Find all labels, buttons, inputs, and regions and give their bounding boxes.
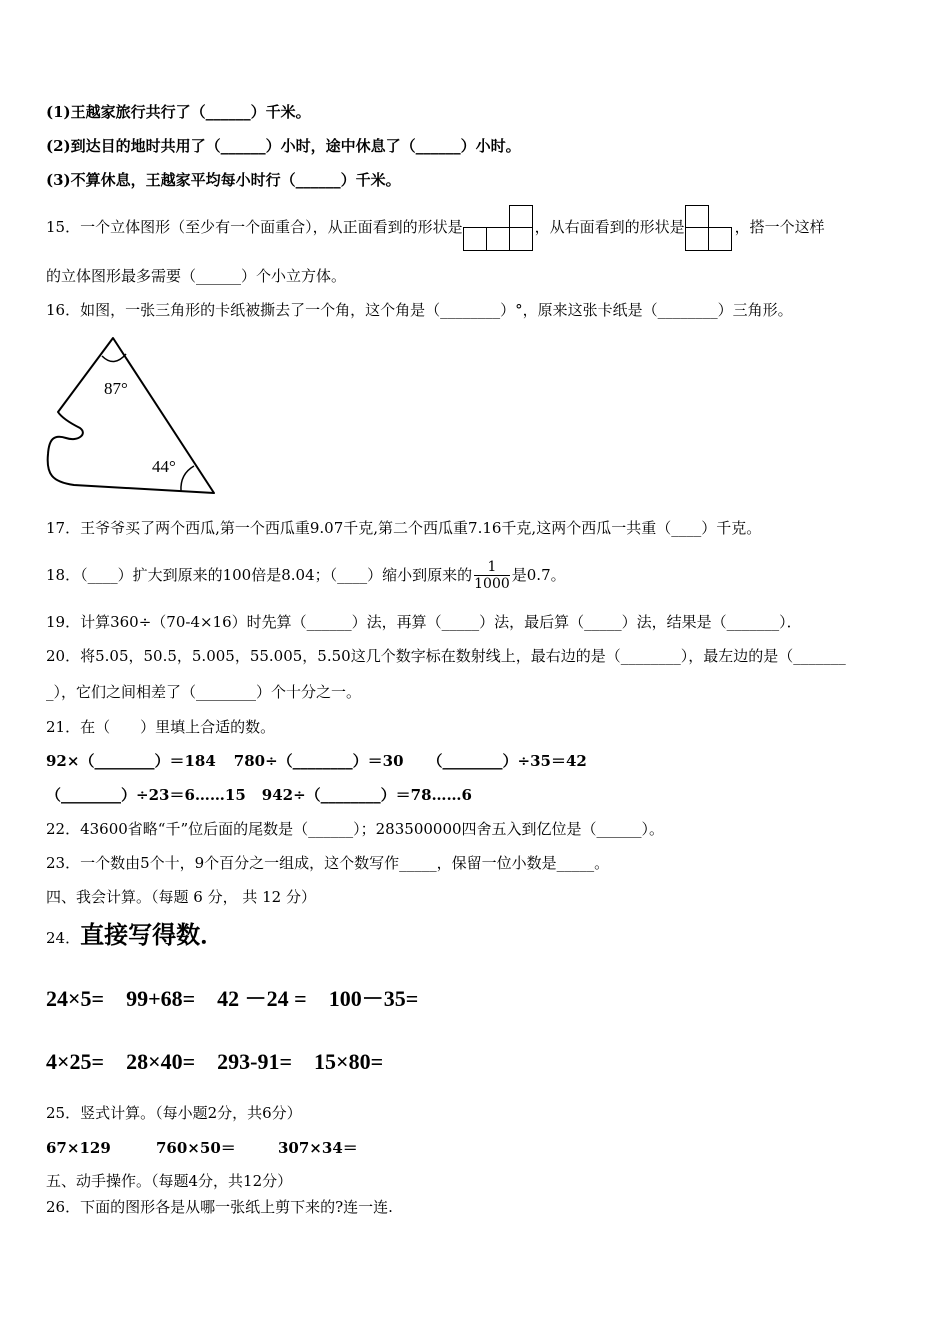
- question-18-text: [46, 555, 566, 595]
- sub-question-3: (3)不算休息，王越家平均每小时行（______）千米。: [46, 171, 401, 189]
- sub-question-1: (1)王越家旅行共行了（______）千米。: [46, 103, 311, 121]
- q25-item-2: 760×50＝: [156, 1139, 236, 1157]
- section-4-heading: 四、我会计算。（每题 6 分， 共 12 分）: [46, 888, 316, 906]
- angle-44-label: 44°: [152, 457, 176, 476]
- q24-item-8: 15×80=: [314, 1049, 384, 1074]
- question-17-text: 17．王爷爷买了两个西瓜,第一个西瓜重9.07千克,第二个西瓜重7.16千克,这两个西瓜一共重（____）千克。: [46, 519, 762, 537]
- question-15-line-1: [46, 204, 825, 251]
- question-26-text: 26．下面的图形各是从哪一张纸上剪下来的?连一连.: [46, 1198, 393, 1216]
- q24-item-7: 293-91=: [217, 1049, 293, 1074]
- q15-text-part2: ，从右面看到的形状是: [534, 218, 685, 236]
- q24-item-1: 24×5=: [46, 986, 105, 1011]
- question-15-line-2: 的立体图形最多需要（______）个小立方体。: [46, 267, 347, 285]
- q24-heading: 直接写得数．: [80, 920, 225, 949]
- q25-item-1: 67×129: [46, 1139, 111, 1157]
- question-25-title: 25．竖式计算。（每小题2分，共6分）: [46, 1104, 302, 1122]
- q15-text-part3: ，搭一个这样: [734, 218, 825, 236]
- question-25-items: [46, 1138, 358, 1158]
- right-view-figure: [685, 205, 735, 251]
- question-19-text: 19．计算360÷（70-4×16）时先算（______）法，再算（_____）法，最后算（_____）法，结果是（_______）．: [46, 613, 802, 631]
- question-21-row-2: [46, 785, 472, 805]
- q24-item-3: 42 －24 =: [217, 986, 307, 1011]
- q21-item-3: （________）÷35＝42: [427, 752, 587, 770]
- q24-item-4: 100－35=: [328, 986, 419, 1011]
- torn-triangle-figure: [44, 334, 224, 498]
- question-24-row-2: [46, 1047, 405, 1077]
- section-5-heading: 五、动手操作。（每题4分，共12分）: [46, 1172, 293, 1190]
- q21-item-5: 942÷（________）＝78……6: [261, 786, 472, 804]
- q21-item-4: （________）÷23＝6……15: [46, 786, 246, 804]
- question-24-title: [46, 920, 224, 953]
- q24-item-5: 4×25=: [46, 1049, 105, 1074]
- fraction-denominator: 1000: [474, 576, 510, 592]
- question-23-text: 23．一个数由5个十，9个百分之一组成，这个数写作_____，保留一位小数是_____。: [46, 854, 610, 872]
- question-21-row-1: [46, 751, 587, 771]
- front-view-figure: [463, 205, 535, 251]
- sub-question-2: (2)到达目的地时共用了（______）小时，途中休息了（______）小时。: [46, 137, 521, 155]
- fraction-1-1000: [474, 560, 510, 592]
- q15-text-part1: 15．一个立体图形（至少有一个面重合），从正面看到的形状是: [46, 218, 463, 236]
- angle-87-label: 87°: [104, 379, 128, 398]
- q21-item-1: 92×（________）＝184: [46, 752, 216, 770]
- q24-number: 24．: [46, 929, 81, 947]
- question-24-row-1: [46, 984, 440, 1014]
- q18-text-part1: 18．（____）扩大到原来的100倍是8.04；（____）缩小到原来的: [46, 566, 473, 584]
- question-21-title: 21．在（ ）里填上合适的数。: [46, 718, 276, 736]
- q18-text-part2: 是0.7。: [511, 566, 566, 584]
- q25-item-3: 307×34＝: [278, 1139, 358, 1157]
- question-22-text: 22．43600省略“千”位后面的尾数是（______）；283500000四舍五入到亿位是（______）。: [46, 820, 665, 838]
- question-16-text: 16．如图，一张三角形的卡纸被撕去了一个角，这个角是（________）°，原来这张卡纸是（________）三角形。: [46, 301, 793, 319]
- q21-item-2: 780÷（________）＝30: [233, 752, 404, 770]
- q24-item-6: 28×40=: [126, 1049, 196, 1074]
- question-20-line-1: 20．将5.05，50.5，5.005，55.005，5.50这几个数字标在数射线上，最右边的是（________），最左边的是（_______: [46, 647, 846, 665]
- q24-item-2: 99+68=: [126, 986, 196, 1011]
- question-20-line-2: _），它们之间相差了（________）个十分之一。: [46, 683, 362, 701]
- fraction-numerator: 1: [487, 559, 497, 575]
